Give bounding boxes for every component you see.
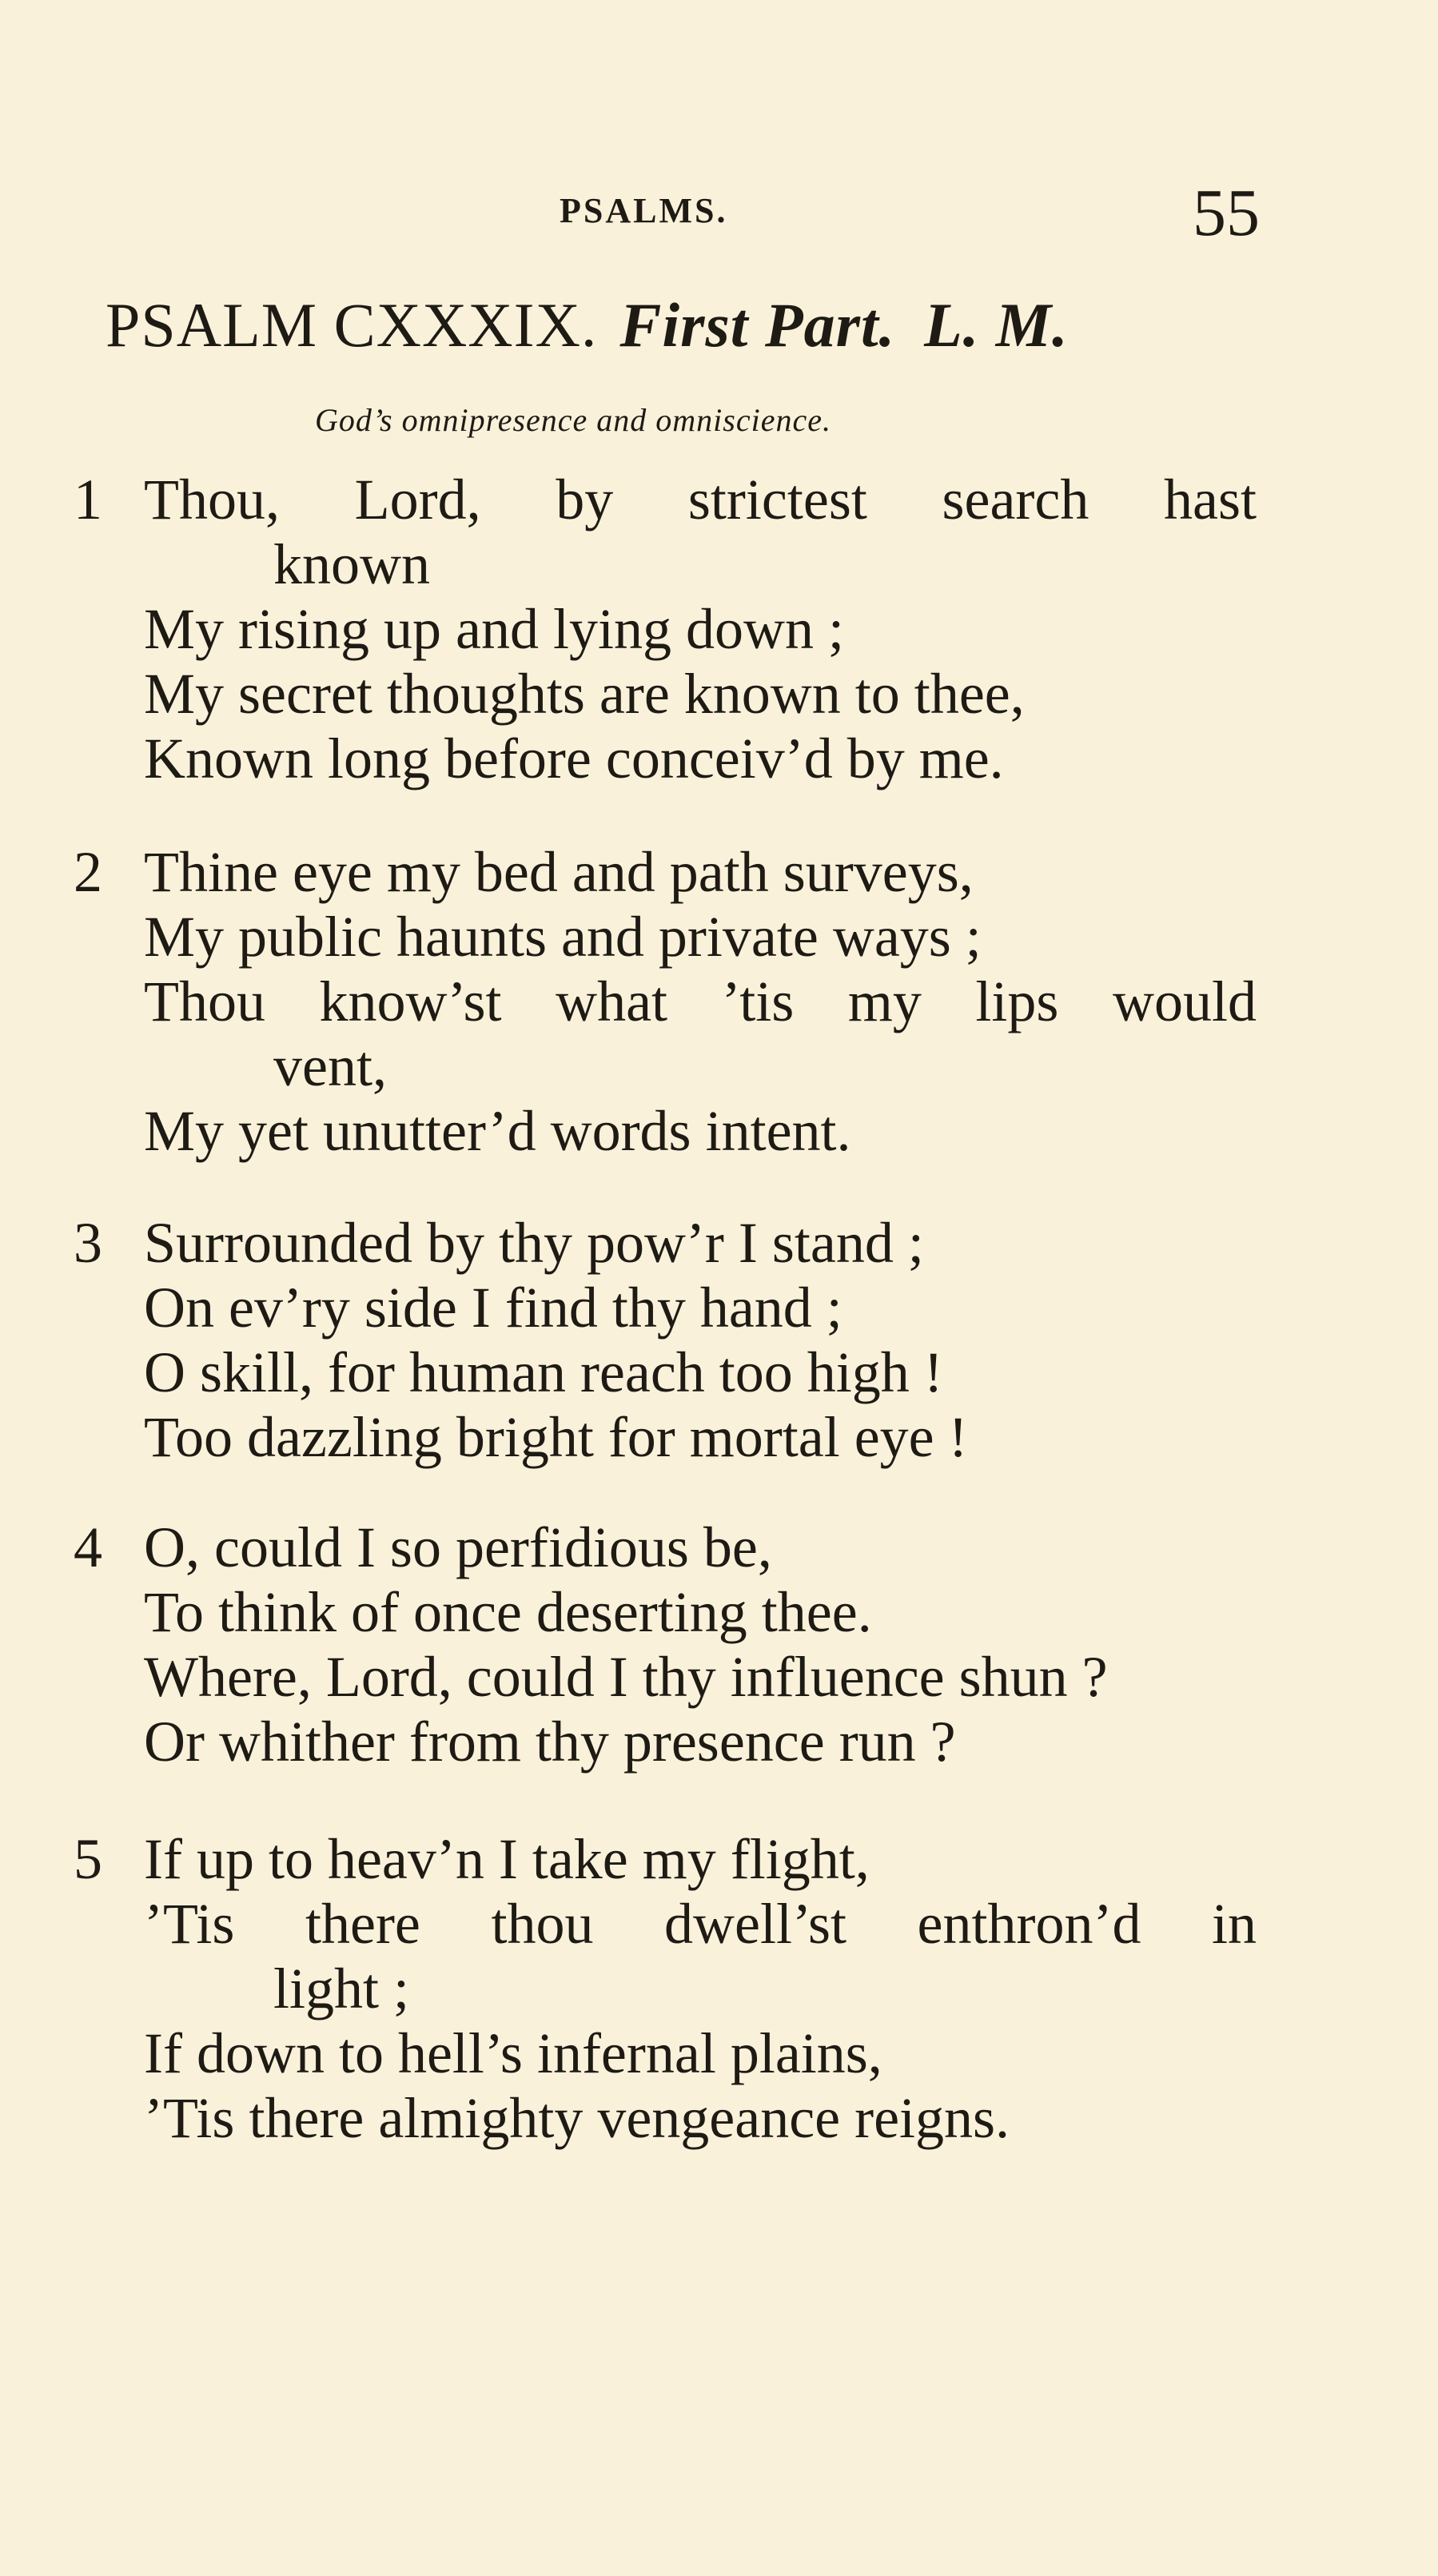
psalm-title	[106, 289, 1069, 361]
verse-line: Thine eye my bed and path surveys,	[144, 840, 974, 904]
page-number: 55	[1193, 176, 1260, 250]
verse-line: Too dazzling bright for mortal eye !	[144, 1405, 968, 1469]
verse-line: My public haunts and private ways ;	[144, 905, 982, 969]
stanza-number: 3	[74, 1211, 102, 1275]
verse-line: O skill, for human reach too high !	[144, 1340, 943, 1404]
verse-line: ’Tis there almighty vengeance reigns.	[144, 2086, 1010, 2150]
verse-line: Or whither from thy presence run ?	[144, 1710, 956, 1774]
verse-line: On ev’ry side I find thy hand ;	[144, 1276, 842, 1340]
verse-line-continuation: vent,	[273, 1034, 387, 1098]
verse-line: Known long before conceiv’d by me.	[144, 727, 1004, 790]
verse-line: To think of once deserting thee.	[144, 1580, 872, 1644]
verse-line: My yet unutter’d words intent.	[144, 1099, 851, 1163]
stanza-number: 1	[74, 468, 102, 532]
verse-line: Thou, Lord, by strictest search hast	[144, 468, 1257, 532]
psalm-subtitle: God’s omnipresence and omniscience.	[315, 402, 831, 438]
running-head: PSALMS.	[560, 191, 728, 230]
verse-line: My secret thoughts are known to thee,	[144, 662, 1025, 726]
verse-line: If up to heav’n I take my flight,	[144, 1827, 870, 1891]
stanza-number: 4	[74, 1515, 102, 1579]
psalm-meter: L. M.	[924, 290, 1069, 360]
psalm-part: First Part.	[619, 290, 896, 360]
verse-line: Where, Lord, could I thy influence shun ?	[144, 1645, 1108, 1709]
verse-line: Thou know’st what ’tis my lips would	[144, 969, 1257, 1033]
verse-line: If down to hell’s infernal plains,	[144, 2021, 882, 2085]
psalm-title-text: PSALM CXXXIX.	[106, 290, 598, 360]
stanza-number: 5	[74, 1827, 102, 1891]
verse-line-continuation: known	[273, 532, 430, 596]
verse-line-continuation: light ;	[273, 1957, 410, 2021]
verse-line: Surrounded by thy pow’r I stand ;	[144, 1211, 924, 1275]
verse-line: ’Tis there thou dwell’st enthron’d in	[144, 1892, 1257, 1956]
stanza-number: 2	[74, 840, 102, 904]
verse-line: O, could I so perfidious be,	[144, 1515, 772, 1579]
verse-line: My rising up and lying down ;	[144, 597, 844, 661]
